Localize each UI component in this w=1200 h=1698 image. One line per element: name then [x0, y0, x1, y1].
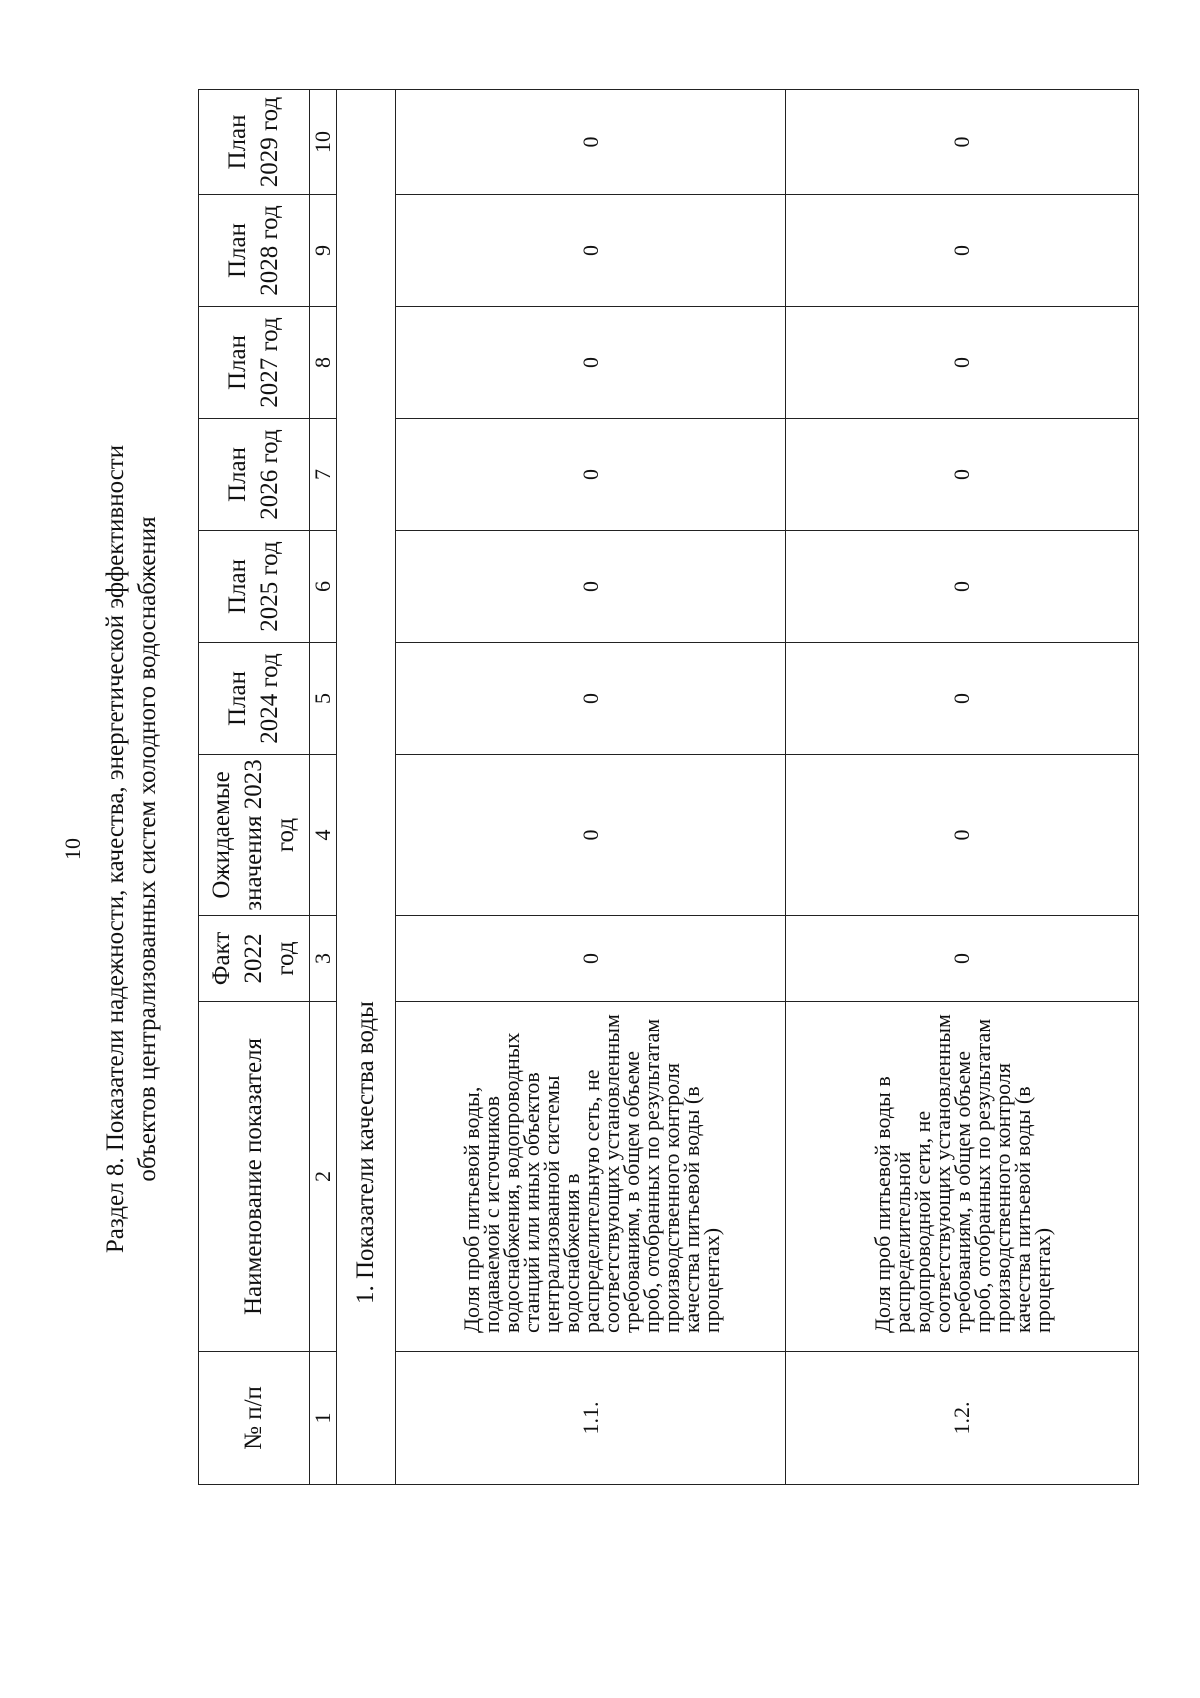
header-cell: План 2025 год: [199, 531, 310, 643]
indicator-name: Доля проб питьевой воды, подаваемой с источников водоснабжения, водопроводных станций или иных объектов централизованной системы водоснабжения в распределительную сеть, не соответствующих установленным требованиям, в общем объеме проб, отобранных по результатам производственного контроля качества питьевой воды (в процентах): [396, 1002, 786, 1352]
section-row: [337, 90, 396, 1485]
value-cell: 0: [786, 419, 1139, 531]
header-cell: Факт 2022 год: [199, 916, 310, 1002]
value-cell: 0: [396, 643, 786, 755]
value-cell: 0: [786, 195, 1139, 307]
value-cell: 0: [786, 531, 1139, 643]
value-cell: 0: [396, 531, 786, 643]
row-number: 1.2.: [786, 1352, 1139, 1485]
column-number: 9: [310, 195, 337, 307]
column-number: 7: [310, 419, 337, 531]
value-cell: 0: [786, 643, 1139, 755]
indicators-table: [198, 89, 1139, 1485]
header-row: [199, 90, 310, 1485]
page-number: 10: [60, 838, 85, 860]
value-cell: 0: [786, 916, 1139, 1002]
section-title: [100, 0, 164, 1698]
title-line-1: Раздел 8. Показатели надежности, качества, энергетической эффективности: [102, 444, 129, 1254]
value-cell: 0: [396, 195, 786, 307]
value-cell: 0: [396, 307, 786, 419]
column-number: 6: [310, 531, 337, 643]
value-cell: 0: [786, 90, 1139, 195]
header-cell: № п/п: [199, 1352, 310, 1485]
table-row: [396, 90, 786, 1485]
value-cell: 0: [786, 307, 1139, 419]
column-number-row: [310, 90, 337, 1485]
header-cell: План 2028 год: [199, 195, 310, 307]
column-number: 4: [310, 755, 337, 916]
value-cell: 0: [786, 755, 1139, 916]
table-row: [786, 90, 1139, 1485]
header-cell: План 2026 год: [199, 419, 310, 531]
title-line-2: объектов централизованных систем холодного водоснабжения: [134, 516, 161, 1182]
header-cell: План 2024 год: [199, 643, 310, 755]
column-number: 3: [310, 916, 337, 1002]
header-cell: План 2027 год: [199, 307, 310, 419]
indicator-name: Доля проб питьевой воды в распределительной водопроводной сети, не соответствующих установленным требованиям, в общем объеме проб, отобранных по результатам производственного контроля качества питьевой воды (в процентах): [786, 1002, 1139, 1352]
column-number: 8: [310, 307, 337, 419]
row-number: 1.1.: [396, 1352, 786, 1485]
header-cell: Наименование показателя: [199, 1002, 310, 1352]
column-number: 10: [310, 90, 337, 195]
column-number: 5: [310, 643, 337, 755]
header-cell: Ожидаемые значения 2023 год: [199, 755, 310, 916]
column-number: 1: [310, 1352, 337, 1485]
header-cell: План 2029 год: [199, 90, 310, 195]
value-cell: 0: [396, 916, 786, 1002]
value-cell: 0: [396, 419, 786, 531]
value-cell: 0: [396, 90, 786, 195]
value-cell: 0: [396, 755, 786, 916]
section-heading: 1. Показатели качества воды: [337, 90, 396, 1485]
column-number: 2: [310, 1002, 337, 1352]
